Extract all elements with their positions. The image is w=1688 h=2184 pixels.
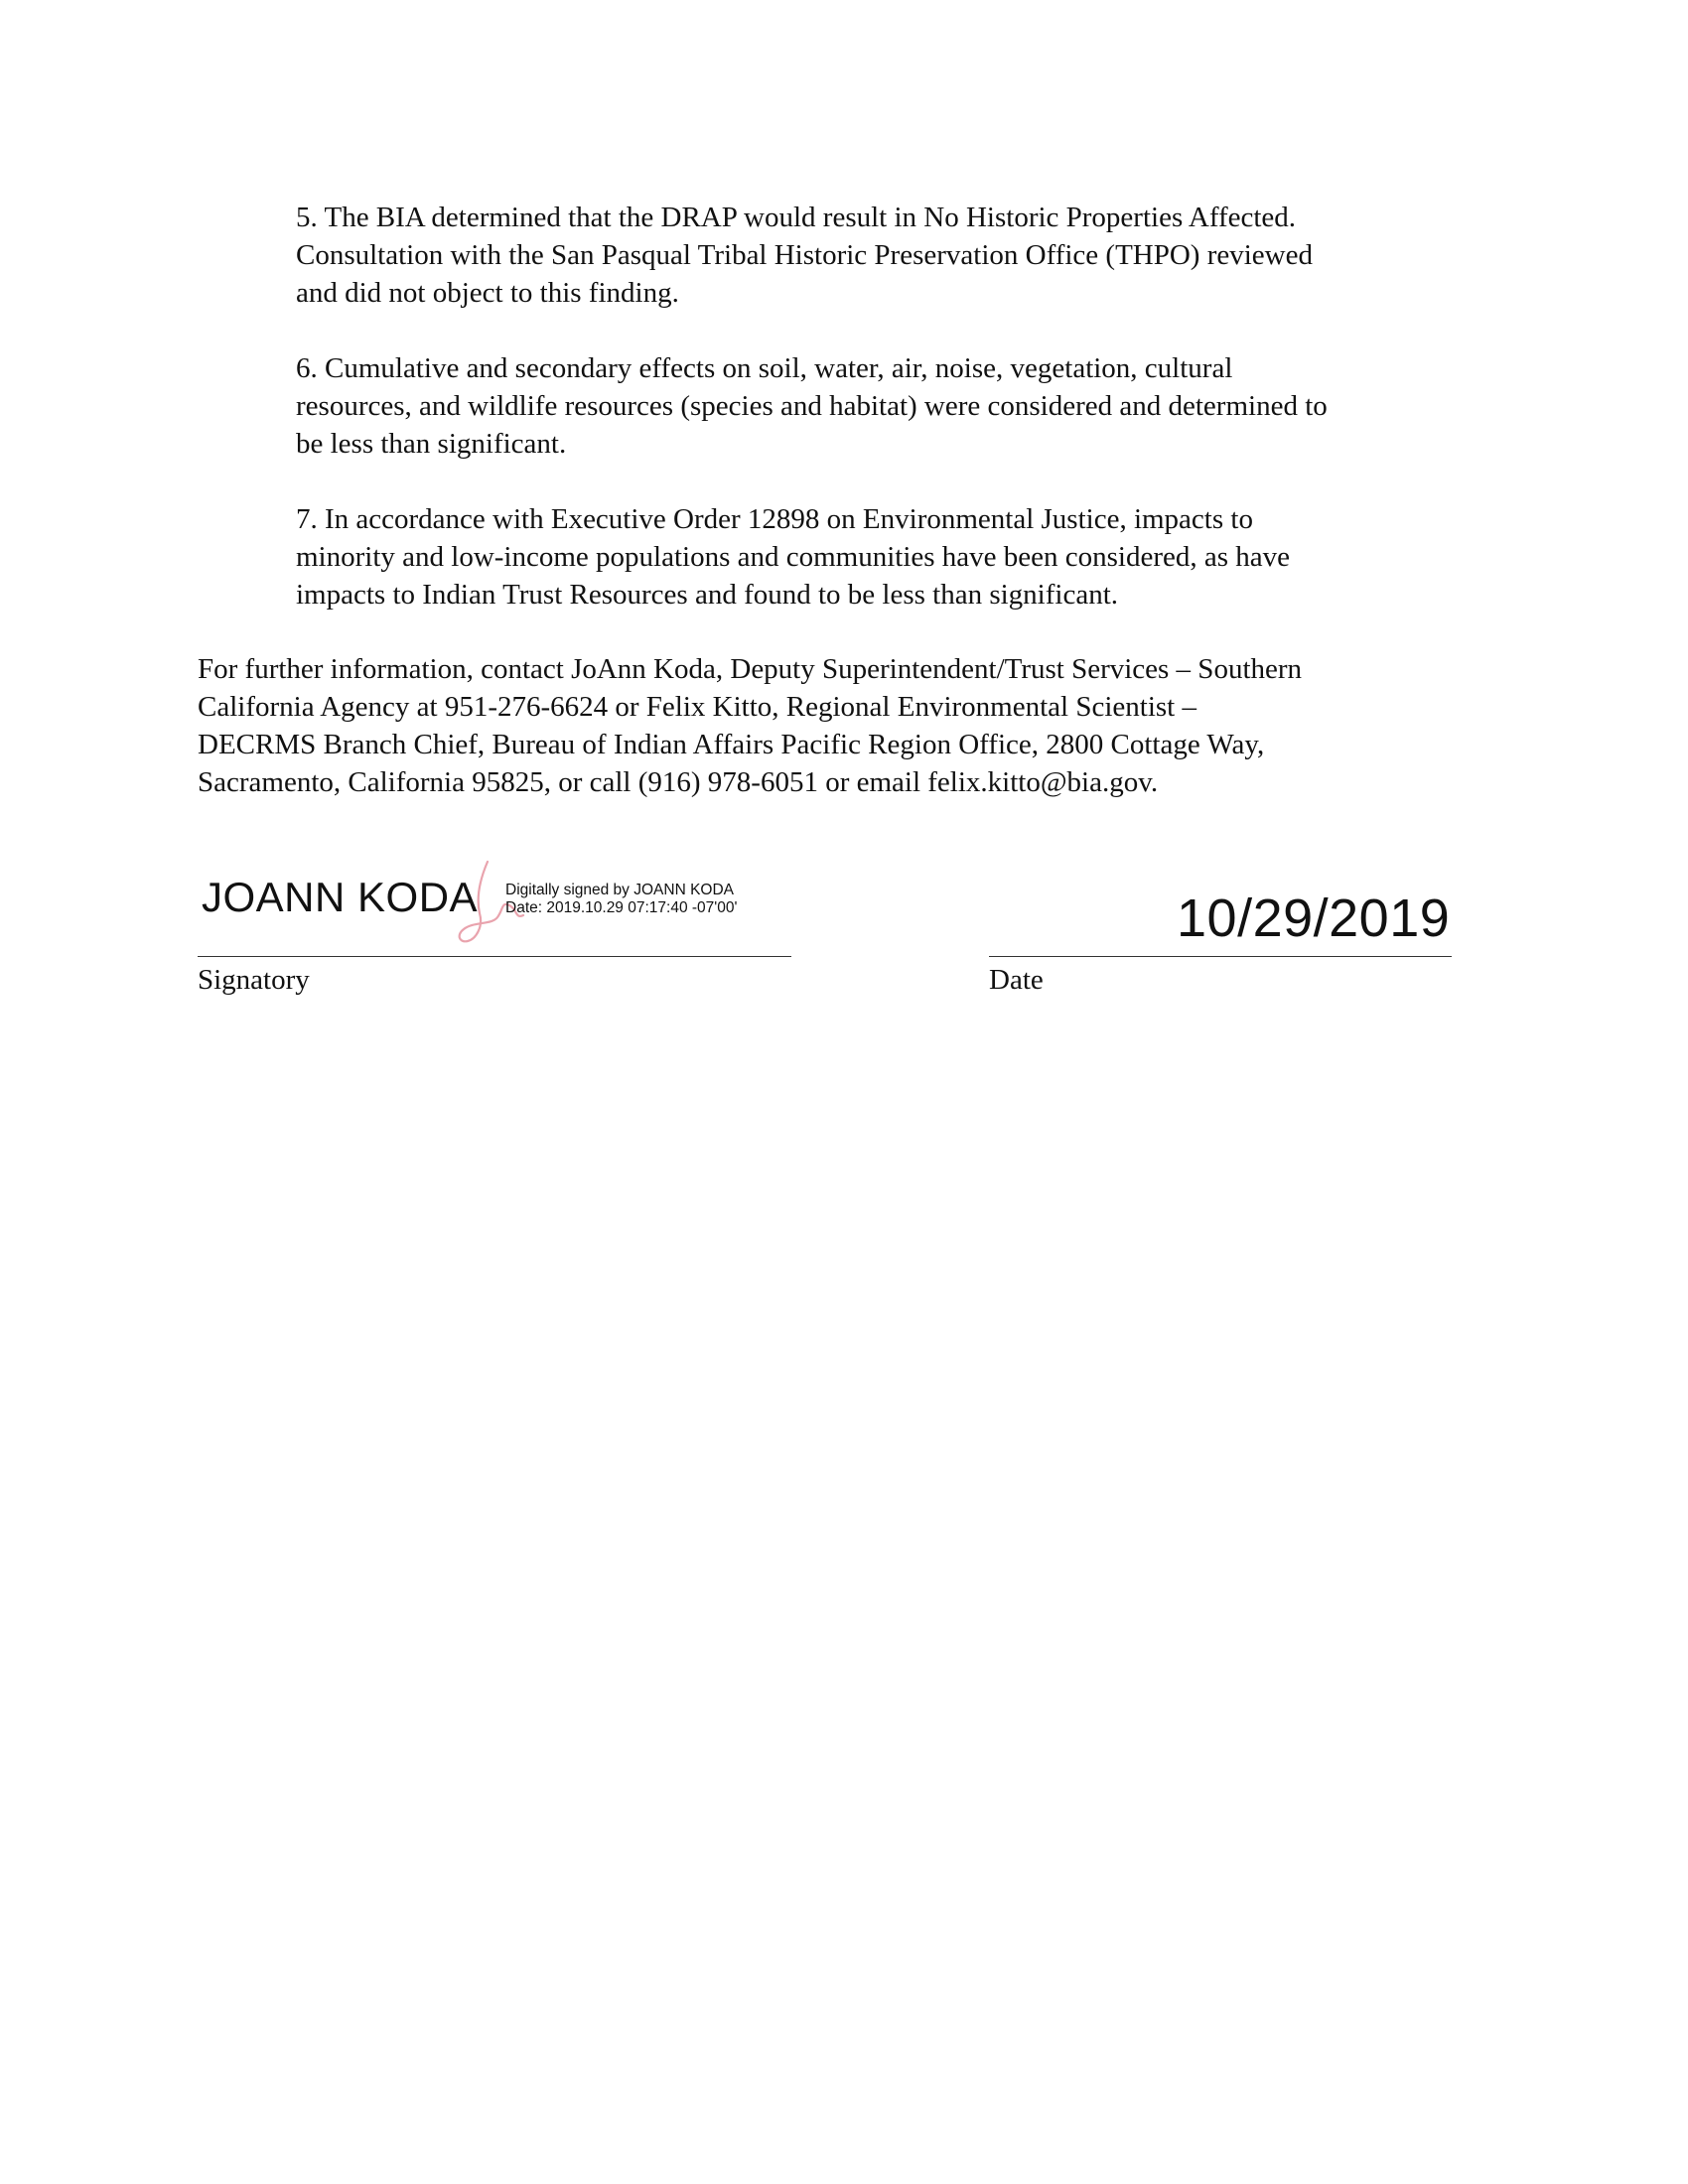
signer-name: JOANN KODA (202, 874, 479, 920)
digital-signature-date: Date: 2019.10.29 07:17:40 -07'00' (505, 899, 738, 916)
signature-block (198, 856, 793, 996)
contact-paragraph: For further information, contact JoAnn Koda, Deputy Superintendent/Trust Services – Southern California Agency at 951-276-6624 or Felix Kitto, Regional Environmental Scientist – DECRMS Branch Chief, Bureau of Indian Affairs Pacific Region Office, 2800 Cottage Way, Sacramento, California 95825, or call (916) 978-6051 or email felix.kitto@bia.gov. (198, 653, 1303, 798)
date-label: Date (989, 964, 1044, 996)
digital-signature-signed-by: Digitally signed by JOANN KODA (505, 882, 734, 898)
digital-signature-details (505, 882, 737, 917)
signature-line (198, 956, 791, 957)
signatory-label: Signatory (198, 964, 310, 996)
signed-date-value: 10/29/2019 (1177, 888, 1451, 948)
finding-6: 6. Cumulative and secondary effects on soil, water, air, noise, vegetation, cultural resources, and wildlife resources (species and habitat) were considered and determined to be less than significant. (296, 352, 1328, 460)
finding-5: 5. The BIA determined that the DRAP would result in No Historic Properties Affected. Consultation with the San Pasqual Tribal Historic Preservation Office (THPO) reviewed and did not object to this finding. (296, 202, 1313, 309)
finding-7: 7. In accordance with Executive Order 12898 on Environmental Justice, impacts to minority and low-income populations and communities have been considered, as have impacts to Indian Trust Resources and found to be less than significant. (296, 503, 1291, 611)
date-block (989, 856, 1456, 996)
date-line (989, 956, 1452, 957)
findings-list (296, 199, 1487, 651)
